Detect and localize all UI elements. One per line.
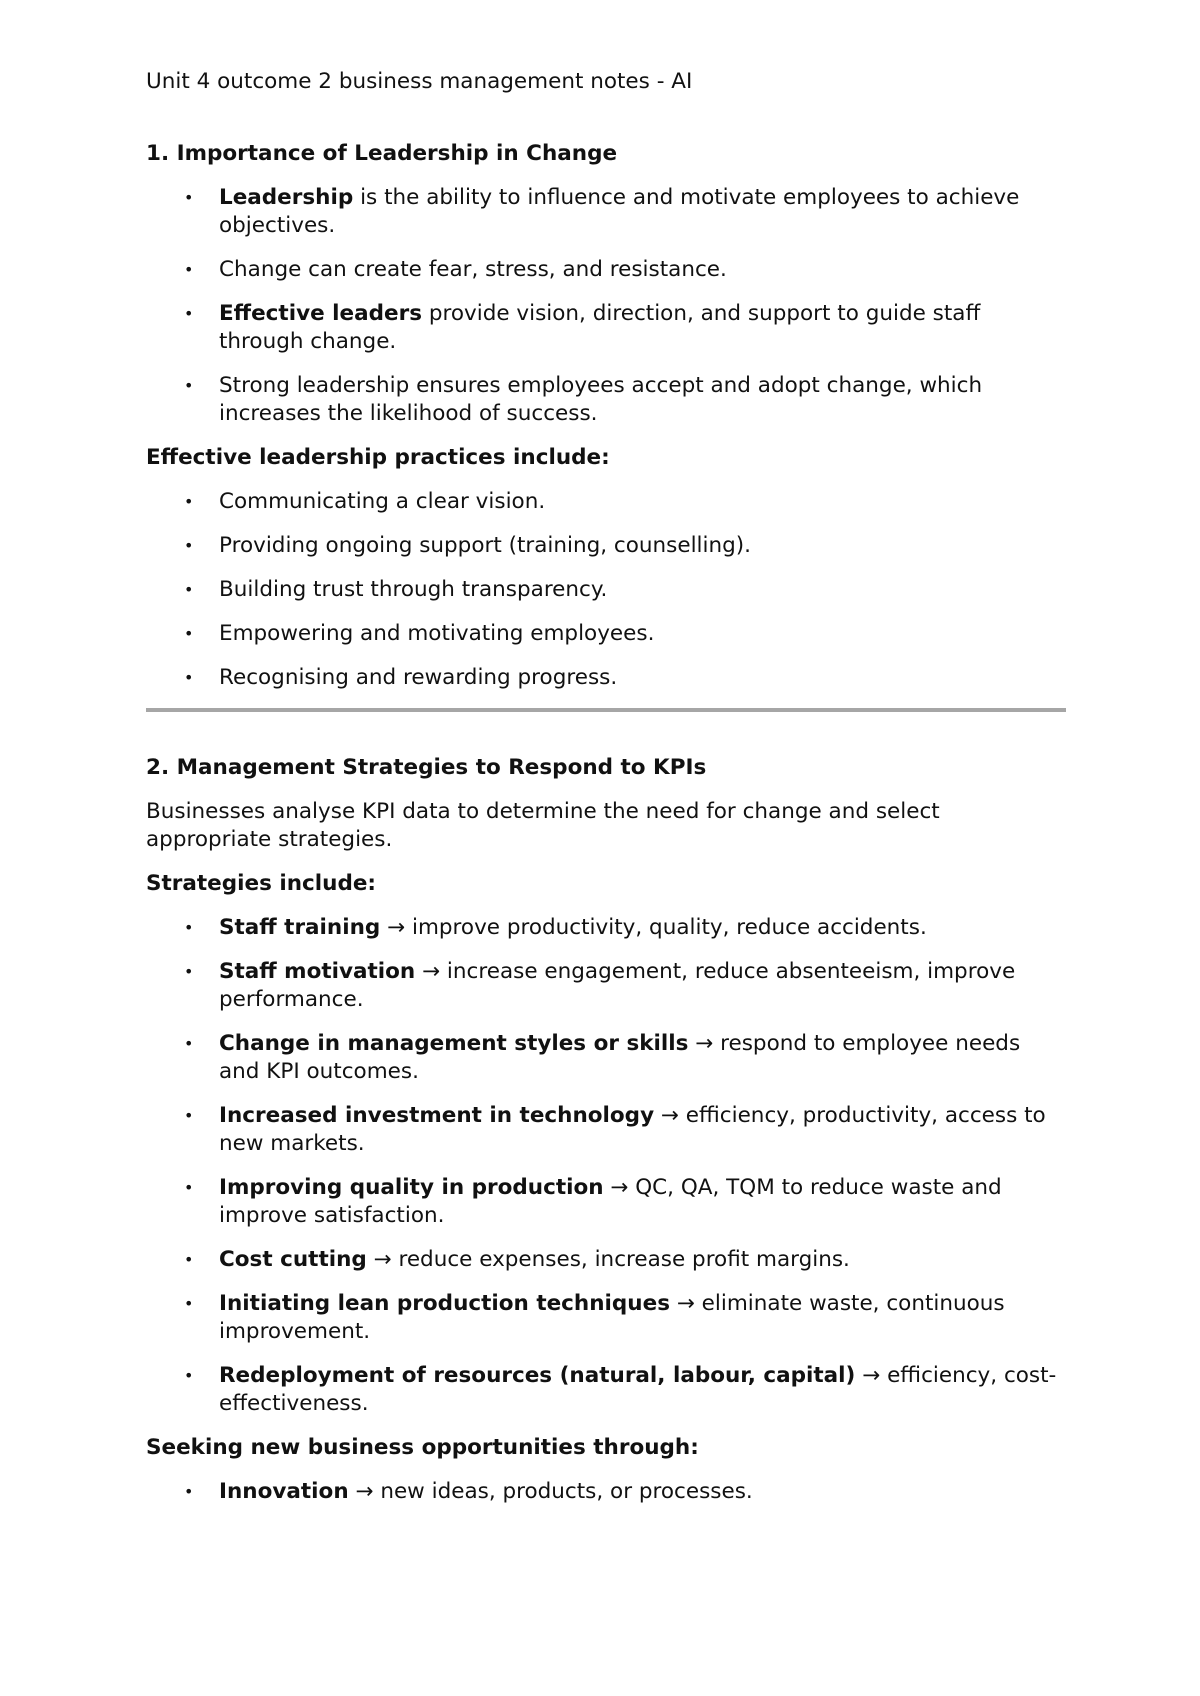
leadership-list xyxy=(146,184,1066,428)
bullet-icon: • xyxy=(184,1366,194,1385)
bullet-icon: • xyxy=(184,668,194,687)
list-item xyxy=(146,300,1066,356)
list-item-text: Building trust through transparency. xyxy=(219,577,608,602)
list-item-text: → respond to employee needs and KPI outcomes. xyxy=(219,1031,1021,1084)
list-item xyxy=(146,664,1066,692)
list-item xyxy=(146,1290,1066,1346)
list-item-text: Strong leadership ensures employees accept and adopt change, which increases the likelihood of success. xyxy=(219,373,983,426)
list-item-text: Empowering and motivating employees. xyxy=(219,621,655,646)
list-item xyxy=(146,576,1066,604)
horizontal-divider xyxy=(146,708,1066,712)
bullet-icon: • xyxy=(184,188,194,207)
list-item-text: → reduce expenses, increase profit margins. xyxy=(366,1247,850,1272)
document-title: Unit 4 outcome 2 business management notes - AI xyxy=(146,69,693,94)
list-item xyxy=(146,958,1066,1014)
list-item xyxy=(146,1174,1066,1230)
list-item xyxy=(146,532,1066,560)
strategies-heading: Strategies include: xyxy=(146,871,377,896)
opportunities-heading: Seeking new business opportunities through: xyxy=(146,1435,699,1460)
list-item-term: Redeployment of resources (natural, labour, capital) xyxy=(219,1363,856,1388)
list-item-text: → efficiency, cost-effectiveness. xyxy=(219,1363,1057,1416)
list-item-term: Leadership xyxy=(219,185,354,210)
bullet-icon: • xyxy=(184,376,194,395)
bullet-icon: • xyxy=(184,580,194,599)
list-item-text: is the ability to influence and motivate employees to achieve objectives. xyxy=(219,185,1020,238)
list-item xyxy=(146,1478,1066,1506)
list-item xyxy=(146,1246,1066,1274)
bullet-icon: • xyxy=(184,260,194,279)
list-item-text: Change can create fear, stress, and resistance. xyxy=(219,257,727,282)
list-item-term: Innovation xyxy=(219,1479,349,1504)
list-item-text: → efficiency, productivity, access to new markets. xyxy=(219,1103,1046,1156)
list-item-term: Cost cutting xyxy=(219,1247,367,1272)
list-item-text: → increase engagement, reduce absenteeism, improve performance. xyxy=(219,959,1016,1012)
list-item-term: Increased investment in technology xyxy=(219,1103,655,1128)
list-item xyxy=(146,1030,1066,1086)
section-1-heading: 1. Importance of Leadership in Change xyxy=(146,141,618,166)
list-item-text: → eliminate waste, continuous improvement. xyxy=(219,1291,1005,1344)
list-item xyxy=(146,1362,1066,1418)
bullet-icon: • xyxy=(184,304,194,323)
list-item xyxy=(146,620,1066,648)
strategies-list xyxy=(146,914,1066,1418)
list-item-text: → new ideas, products, or processes. xyxy=(348,1479,753,1504)
list-item-text: provide vision, direction, and support to guide staff through change. xyxy=(219,301,981,354)
list-item-term: Effective leaders xyxy=(219,301,422,326)
list-item xyxy=(146,372,1066,428)
document-page xyxy=(146,68,1066,1522)
bullet-icon: • xyxy=(184,1178,194,1197)
list-item-term: Initiating lean production techniques xyxy=(219,1291,670,1316)
section-2-heading: 2. Management Strategies to Respond to KPIs xyxy=(146,755,707,780)
bullet-icon: • xyxy=(184,1482,194,1501)
list-item-term: Staff training xyxy=(219,915,381,940)
list-item xyxy=(146,256,1066,284)
bullet-icon: • xyxy=(184,1250,194,1269)
bullet-icon: • xyxy=(184,962,194,981)
list-item-term: Staff motivation xyxy=(219,959,416,984)
practices-heading: Effective leadership practices include: xyxy=(146,445,610,470)
section-2-intro: Businesses analyse KPI data to determine the need for change and select appropriate strategies. xyxy=(146,799,940,852)
bullet-icon: • xyxy=(184,1294,194,1313)
list-item-text: → improve productivity, quality, reduce accidents. xyxy=(380,915,927,940)
list-item-text: → QC, QA, TQM to reduce waste and improve satisfaction. xyxy=(219,1175,1002,1228)
opportunities-list xyxy=(146,1478,1066,1506)
bullet-icon: • xyxy=(184,624,194,643)
bullet-icon: • xyxy=(184,492,194,511)
list-item-text: Providing ongoing support (training, counselling). xyxy=(219,533,751,558)
bullet-icon: • xyxy=(184,1034,194,1053)
list-item-text: Recognising and rewarding progress. xyxy=(219,665,618,690)
list-item-text: Communicating a clear vision. xyxy=(219,489,546,514)
practices-list xyxy=(146,488,1066,692)
list-item xyxy=(146,1102,1066,1158)
list-item-term: Improving quality in production xyxy=(219,1175,604,1200)
bullet-icon: • xyxy=(184,1106,194,1125)
bullet-icon: • xyxy=(184,918,194,937)
list-item xyxy=(146,488,1066,516)
list-item xyxy=(146,914,1066,942)
list-item xyxy=(146,184,1066,240)
list-item-term: Change in management styles or skills xyxy=(219,1031,689,1056)
bullet-icon: • xyxy=(184,536,194,555)
